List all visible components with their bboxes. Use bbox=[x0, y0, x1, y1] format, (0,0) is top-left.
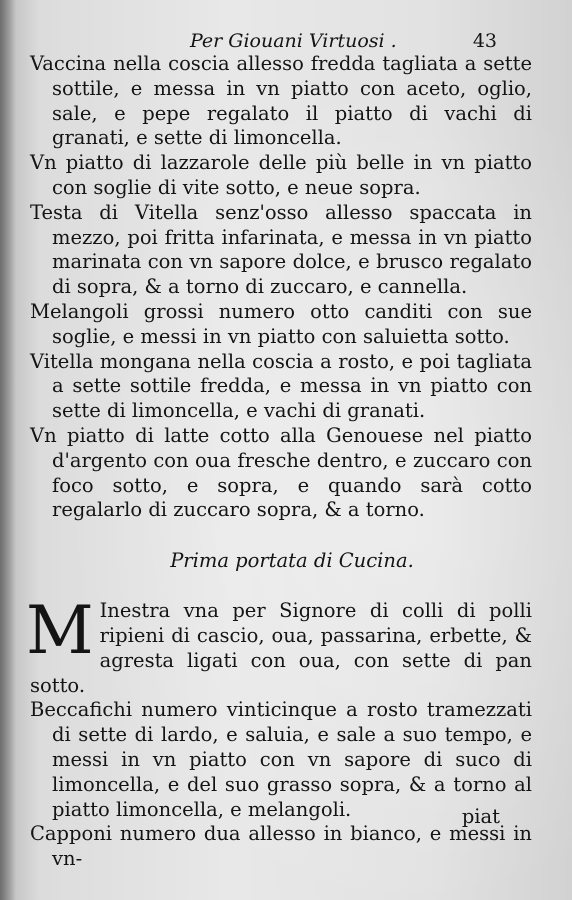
recipe-paragraph: Capponi numero dua allesso in bianco, e messi in vn- bbox=[30, 822, 532, 871]
page-header bbox=[0, 30, 572, 54]
running-title: Per Giouani Virtuosi . bbox=[190, 30, 397, 52]
page-body bbox=[26, 52, 532, 872]
recipe-paragraph: Vn piatto di latte cotto alla Genouese nel piatto d'argento con oua fresche dentro, e zuccaro con foco sotto, e sopra, e quando sarà cotto regalarlo di zuccaro sopra, & a torno. bbox=[30, 423, 532, 522]
recipe-paragraph: Melangoli grossi numero otto canditi con sue soglie, e messi in vn piatto con saluietta sotto. bbox=[30, 299, 532, 348]
gutter-shadow bbox=[0, 0, 16, 900]
section-heading: Prima portata di Cucina. bbox=[170, 549, 414, 573]
initial-paragraph bbox=[26, 592, 532, 698]
drop-cap: M bbox=[26, 592, 94, 670]
recipe-paragraph: Vaccina nella coscia allesso fredda tagliata a sette sottile, e messa in vn piatto con aceto, oglio, sale, e pepe regalato il piatto di vachi di granati, e sette di limoncella. bbox=[30, 52, 532, 150]
recipe-paragraph: Vn piatto di lazzarole delle più belle in vn piatto con soglie di vite sotto, e neue sopra. bbox=[30, 151, 532, 199]
initial-paragraph-text: Inestra vna per Signore di colli di polli ripieni di cascio, oua, passarina, erbette, & agresta ligati con oua, con sette di pan sotto. bbox=[30, 599, 532, 697]
catchword: piat bbox=[461, 805, 500, 828]
page-number: 43 bbox=[472, 30, 497, 52]
recipe-paragraph: Testa di Vitella senz'osso allesso spaccata in mezzo, poi fritta infarinata, e messa in vn piatto marinata con vn sapore dolce, e brusco regalato di sopra, & a torno di zuccaro, e cannella. bbox=[30, 200, 532, 299]
recipe-paragraph: Vitella mongana nella coscia a rosto, e poi tagliata a sette sottile fredda, e messa in vn piatto con sette di limoncella, e vachi di granati. bbox=[30, 349, 532, 423]
recipe-paragraph: Beccafichi numero vinticinque a rosto tramezzati di sette di lardo, e saluia, e sale a suo tempo, e messi in vn piatto con vn sapore di suco di limoncella, e del suo grasso sopra, & a torno al piatto limoncella, e melangoli. bbox=[30, 698, 532, 821]
